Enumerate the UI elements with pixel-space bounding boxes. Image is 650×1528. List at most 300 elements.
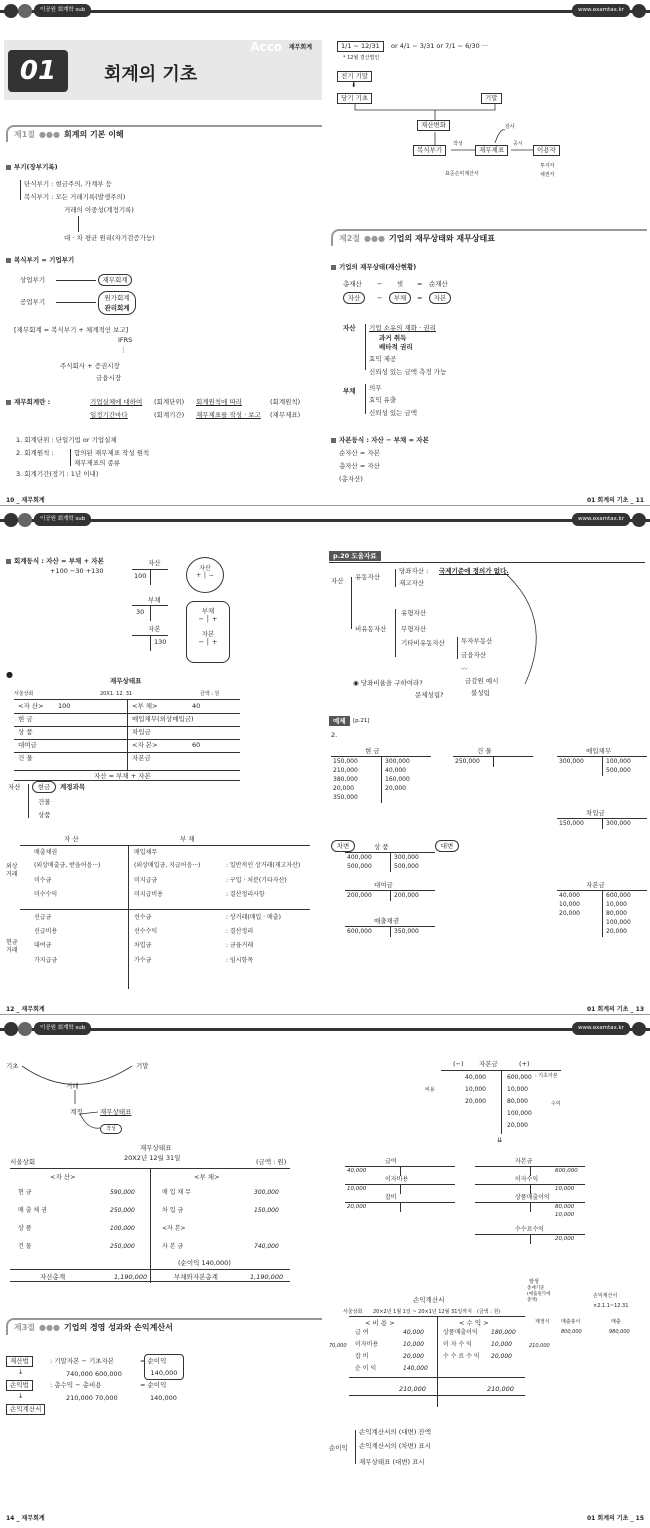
oval-jasan: 자산 xyxy=(343,292,365,304)
t-line xyxy=(390,852,391,872)
bs-cell-l: 매 출 채 권 xyxy=(18,1207,47,1214)
bs-tl: 자산총계 xyxy=(40,1273,66,1281)
is-cell-rv: 10,000 xyxy=(491,1341,512,1348)
divider xyxy=(349,1395,525,1396)
text-j5: 신뢰성 있는 금액 측정 가능 xyxy=(369,368,447,376)
bs-cell-r: <자 본> xyxy=(162,1225,186,1232)
is-side2: 210,000 xyxy=(529,1343,550,1349)
list-item-2a: 합의된 재무제표 작성 원칙 xyxy=(74,449,150,457)
oval-hyun: 현금 xyxy=(32,781,56,793)
list-asset: 가지급금 xyxy=(34,957,58,964)
page-13 xyxy=(325,509,650,1015)
t-left-value: 250,000 xyxy=(455,758,480,765)
text-eq: = xyxy=(417,294,423,302)
text-m2d: 140,000 xyxy=(150,1394,177,1402)
bs-table xyxy=(14,699,240,781)
text-gyejung: 계정 xyxy=(70,1108,83,1116)
ledger-right: 10,000 xyxy=(555,1186,575,1192)
bracket xyxy=(28,784,29,818)
bs-cell-rv: 60 xyxy=(192,741,201,749)
section-number: 제1절 xyxy=(14,130,36,139)
section-2-heading: 제2절 ●●● 기업의 재무상태와 재무상태표 xyxy=(331,229,647,246)
text-gita: 기타비유동자산 xyxy=(401,639,445,647)
t-buchae: 부채 xyxy=(148,596,161,604)
note-balsaeng: 발생 xyxy=(529,1279,539,1285)
t-left-value: 40,000 xyxy=(559,892,580,899)
squiggle-icon: 〰 xyxy=(461,665,468,673)
chapter-banner xyxy=(4,40,322,100)
top-bar xyxy=(325,1022,650,1035)
t-line xyxy=(150,635,151,651)
arrow-right-icon xyxy=(56,280,96,281)
t-left-value: 600,000 xyxy=(347,928,372,935)
logo-icon xyxy=(632,1022,646,1036)
header-url: www.examtax.kr xyxy=(572,513,630,526)
text-sangup: 상업부기 xyxy=(20,276,46,284)
box-jaemupyo: 재무제표 xyxy=(475,145,508,156)
row-divider xyxy=(14,713,240,714)
q-item: ◉ 당좌비율을 구하여라? xyxy=(353,679,423,687)
is-cell-l: 급 여 xyxy=(355,1329,369,1336)
text-b1: 의무 xyxy=(369,384,382,392)
chapter-title: 회계의 기초 xyxy=(104,64,198,85)
list-liab: 미지급비용 xyxy=(134,891,163,898)
bs-cell-rv: 740,000 xyxy=(254,1243,279,1250)
flow-arc xyxy=(0,1018,325,1138)
t-left-value: 380,000 xyxy=(333,776,358,783)
footer-left: 10 _ 재무회계 xyxy=(6,497,45,504)
header-url: www.examtax.kr xyxy=(572,4,630,17)
is-rh: < 수 익 > xyxy=(459,1319,489,1327)
bracket xyxy=(365,384,366,414)
box-buchae-jabon: 부채 − │ + 자본 − │ + xyxy=(186,601,230,663)
page-14 xyxy=(0,1018,325,1524)
ledger-left: 40,000 xyxy=(347,1168,367,1174)
t-line xyxy=(602,818,603,829)
text-muhyung: 무형자산 xyxy=(401,625,427,633)
logo-icon xyxy=(4,513,18,527)
text-r1d: (회계원칙) xyxy=(270,398,301,406)
list-note: : 구입 · 처분(기타자산) xyxy=(226,877,287,884)
t-right-value: 500,000 xyxy=(394,863,419,870)
list-asset: 선급비용 xyxy=(34,928,58,935)
ledger-name: 수수료수익 xyxy=(515,1226,544,1233)
t-line xyxy=(400,1166,401,1176)
cap-right-value: 80,000 xyxy=(507,1098,528,1105)
bs-cell-lv: 250,000 xyxy=(110,1207,135,1214)
row-divider xyxy=(14,739,240,740)
cap-right-value: 10,000 xyxy=(507,1086,528,1093)
divider xyxy=(349,1377,525,1378)
bs-cell-l: 대여금 xyxy=(18,741,37,749)
text-r1b: (회계단위) xyxy=(154,398,185,406)
bs-cell-l: 상 품 xyxy=(18,1225,32,1232)
t-right-value: 20,000 xyxy=(385,785,406,792)
ledger-name: 급여 xyxy=(385,1158,397,1165)
chevron-icon: ● xyxy=(6,670,13,679)
t-account-name: 대여금 xyxy=(374,881,393,889)
is-lh: < 비 용 > xyxy=(365,1319,395,1327)
list-note: : 상거래(매입 · 매출) xyxy=(226,914,281,921)
bs-cell-l: 상 품 xyxy=(18,728,33,736)
bs-cell-rv: 150,000 xyxy=(254,1207,279,1214)
bracket xyxy=(20,180,21,200)
t-line xyxy=(602,890,603,937)
bs-rh: <부 채> xyxy=(194,1173,220,1181)
label-jaksung: 작성 xyxy=(453,141,463,147)
list-liab: 미지급금 xyxy=(134,877,158,884)
note-gyejung: 계정식 xyxy=(535,1319,550,1325)
box-m1d: 140,000 xyxy=(144,1354,184,1380)
chapter-number: 01 xyxy=(8,50,68,92)
ledger-right: 20,000 xyxy=(555,1236,575,1242)
header-label: 이공원 회계학 sub xyxy=(34,513,91,526)
list-liab: 가수금 xyxy=(134,957,152,964)
t-account-name: 매출채권 xyxy=(374,917,400,925)
note-chaegwon: 채권자 xyxy=(540,172,555,178)
cap-left-value: 10,000 xyxy=(465,1086,486,1093)
box-junki: 전기 기말 xyxy=(337,71,372,82)
bs-cell-l: 현 금 xyxy=(18,715,33,723)
section-1-heading: 제1절 ●●● 회계의 기본 이해 xyxy=(6,125,322,142)
note-800: 800,000 xyxy=(561,1329,582,1335)
bs-cell-lv: 250,000 xyxy=(110,1243,135,1250)
t-line xyxy=(390,890,391,901)
text-j3: 배타적 권리 xyxy=(379,343,413,351)
t-right-value: 160,000 xyxy=(385,776,410,783)
tbl-h2: 부 채 xyxy=(180,835,195,843)
note-period: ×2.1.1~12.31 xyxy=(593,1303,629,1309)
list-note: : 결산정리 xyxy=(226,928,254,935)
section-3-heading: 제3절 ●●● 기업의 경영 성과와 손익계산서 xyxy=(6,1318,322,1335)
t-right-value: 350,000 xyxy=(394,928,419,935)
is-cell-lv: 10,000 xyxy=(403,1341,424,1348)
bullet-square-icon xyxy=(6,165,11,170)
double-arrow-icon: ⇊ xyxy=(497,1136,503,1144)
heading-bokbugi: 복식부기 = 기업부기 xyxy=(6,256,74,264)
arrow-down-icon: ↓ xyxy=(18,1368,24,1376)
is-cell-r: 이 자 수 익 xyxy=(443,1341,472,1348)
t-left-value: 210,000 xyxy=(333,767,358,774)
t-right-value: 20,000 xyxy=(606,928,627,935)
text-r2d: (재무제표) xyxy=(270,411,301,419)
t-account-name: 차입금 xyxy=(586,809,605,817)
text-jusik: 주식회사 + 증권시장 xyxy=(60,362,120,370)
is-unit: (금액 : 원) xyxy=(477,1309,501,1315)
bs-cell-l: 건 물 xyxy=(18,754,33,762)
footer-left: 12 _ 재무회계 xyxy=(6,1006,45,1013)
section-number: 제3절 xyxy=(14,1323,36,1332)
acc-gun: 건물 xyxy=(38,798,51,806)
text-dangja-note: 국제기준에 정의가 없다. xyxy=(439,567,509,575)
t-account-name: 매입채무 xyxy=(586,747,612,755)
flow-lines xyxy=(325,0,650,200)
heading-jaemu: 재무회계란 : xyxy=(6,398,50,406)
text-m1c: 740,000 600,000 xyxy=(66,1370,122,1378)
cap-plus: (+) xyxy=(519,1060,530,1068)
t-line xyxy=(493,756,494,767)
bs-title: 재무상태표 xyxy=(110,677,142,685)
list-note: : 임시항목 xyxy=(226,957,254,964)
bs-date: 20X1. 12. 31 xyxy=(100,691,133,697)
t-line xyxy=(530,1202,531,1212)
tag-p20: p.20 도움자료 xyxy=(329,551,381,561)
is-cell-l: 잡 비 xyxy=(355,1353,369,1360)
box-iyongja: 이용자 xyxy=(533,145,560,156)
is-tot2: 210,000 xyxy=(487,1385,514,1393)
text-minus: − xyxy=(377,294,383,302)
list-item-3: 3. 회계기간(정기 : 1년 이내) xyxy=(16,470,99,478)
bs-cell-l: <자 산> xyxy=(18,702,44,710)
divider xyxy=(14,770,240,771)
label-jasan: 자산 xyxy=(343,324,356,332)
cap-note1: : 기초자본 xyxy=(535,1073,558,1079)
text-bok: 복식부기 : 모든 거래기록(발생주의) xyxy=(24,193,126,201)
footer-right: 01 회계의 기초 _ 13 xyxy=(586,1006,644,1013)
cap-minus: (−) xyxy=(453,1060,464,1068)
text-j4: 효익 제공 xyxy=(369,355,397,363)
period-note: * 12월 결산법인 xyxy=(343,55,380,61)
divider xyxy=(20,845,310,846)
text-r1a: 기업실체에 대하여 xyxy=(90,398,143,406)
bullet-square-icon xyxy=(331,265,336,270)
oval-jabon: 자본 xyxy=(429,292,451,304)
list-asset: 매출채권 xyxy=(34,849,58,856)
text-yuhyung: 유형자산 xyxy=(401,609,427,617)
bs-cell-lv: 100 xyxy=(58,702,71,710)
cap-right-value: 600,000 xyxy=(507,1074,532,1081)
tbl-h1: 자 산 xyxy=(64,835,79,843)
list-note: : 금융거래 xyxy=(226,942,254,949)
row-divider xyxy=(14,752,240,753)
is-cell-r: 상품매출이익 xyxy=(443,1329,478,1336)
section-title: 회계의 기본 이해 xyxy=(63,130,124,139)
t-jasan: 자산 xyxy=(148,559,161,567)
t-left-value: 150,000 xyxy=(559,820,584,827)
t-left-value: 20,000 xyxy=(559,910,580,917)
label-oesang: 외상 거래 xyxy=(6,863,18,878)
t-right-value: 40,000 xyxy=(385,767,406,774)
is-cell-rv: 20,000 xyxy=(491,1353,512,1360)
bs-cell-rv: 40 xyxy=(192,702,201,710)
cap-right-value: 100,000 xyxy=(507,1110,532,1117)
header-label: 이공원 회계학 sub xyxy=(34,4,91,17)
t-account-name: 현 금 xyxy=(365,747,380,755)
t-jabon: 자본 xyxy=(148,625,161,633)
box-m1: 재산법 xyxy=(6,1356,33,1367)
text-yeje-p: [p.21] xyxy=(353,718,370,724)
acc-jasan: 자산 xyxy=(8,783,21,791)
bs-cell-l: 건 물 xyxy=(18,1243,32,1250)
oval-buchae: 부채 xyxy=(389,292,411,304)
label-hyungum: 현금 거래 xyxy=(6,939,18,954)
is-tot: 210,000 xyxy=(399,1385,426,1393)
top-bar xyxy=(0,4,325,17)
bs-ni: (순이익 140,000) xyxy=(178,1259,231,1267)
t-account-name: 상 품 xyxy=(374,843,389,851)
ledger-name: 상품매출이익 xyxy=(515,1194,550,1201)
list-asset: 대여금 xyxy=(34,942,52,949)
t-line xyxy=(400,1202,401,1212)
page-10 xyxy=(0,0,325,506)
bs-cell-lv: 590,000 xyxy=(110,1189,135,1196)
is-title: 손익계산서 xyxy=(413,1296,445,1304)
list-liab: 선수금 xyxy=(134,914,152,921)
text-gorae: 거래 xyxy=(66,1082,79,1090)
text-m1b: = 순이익 xyxy=(140,1357,167,1365)
note-cost: 총매기준 (매출원가에 총액) xyxy=(527,1286,551,1303)
t-130: 130 xyxy=(154,638,167,646)
text-geumyung: 금융자산 xyxy=(461,651,487,659)
logo-icon xyxy=(18,513,32,527)
t-line xyxy=(530,1184,531,1194)
text-dacha: 대 · 차 평균 원리(자기검증가능) xyxy=(64,234,155,242)
page-12 xyxy=(0,509,325,1015)
note-son: 손익계산서 xyxy=(593,1293,618,1299)
text-s2: 손익계산서의 (차변) 표시 xyxy=(359,1442,431,1450)
note-pyojun: 표준손익계산서 xyxy=(445,171,479,177)
text-r2b: (회계기간) xyxy=(154,411,185,419)
list-item-2: 2. 회계원칙 : xyxy=(16,449,54,457)
spread-2 xyxy=(0,509,650,1015)
bs-tr: 부채와자본총계 xyxy=(174,1273,218,1281)
text-m2c: 210,000 70,000 xyxy=(66,1394,118,1402)
text-dan: 단식부기 : 현금주의, 가계부 등 xyxy=(24,180,112,188)
text-r1c: 회계원칙에 따라 xyxy=(196,398,243,406)
box-m3: 손익계산서 xyxy=(6,1404,45,1415)
cap-right-value: 20,000 xyxy=(507,1122,528,1129)
text-j1: 기업 소유의 재화 · 권리 xyxy=(369,324,436,332)
text-sonik: 순이익 xyxy=(329,1444,348,1452)
box-gimal: 기말 xyxy=(481,93,502,104)
t-left-value: 350,000 xyxy=(333,794,358,801)
text-s1: 손익계산서의 (대변) 잔액 xyxy=(359,1428,431,1436)
t-right-value: 200,000 xyxy=(394,892,419,899)
text-sun: 순재산 xyxy=(429,280,448,288)
is-cell-lv: 140,000 xyxy=(403,1365,428,1372)
label-buchae: 부채 xyxy=(343,387,356,395)
list-asset: 선급금 xyxy=(34,914,52,921)
bs-cell-r: 차 입 금 xyxy=(162,1207,184,1214)
is-cell-lv: 40,000 xyxy=(403,1329,424,1336)
bs-unit: 금액 : 원 xyxy=(200,691,220,697)
logo-icon xyxy=(4,4,18,18)
text-gongup: 공업부기 xyxy=(20,298,46,306)
is-cell-lv: 20,000 xyxy=(403,1353,424,1360)
period-or: or 4/1 ~ 3/31 or 7/1 ~ 6/30 ··· xyxy=(391,42,489,50)
t-line xyxy=(390,926,391,937)
text-b3: 신뢰성 있는 금액 xyxy=(369,409,418,417)
bs-unit: (금액 : 원) xyxy=(256,1158,287,1166)
text-geumyung: 금융시장 xyxy=(96,374,122,382)
page-11 xyxy=(325,0,650,506)
text-dots: ⋮ xyxy=(120,346,127,354)
bs-lh: <자 산> xyxy=(50,1173,76,1181)
ledger-right: 80,000 10,000 xyxy=(555,1204,575,1218)
list-asset: 미수금 xyxy=(34,877,52,884)
header-url: www.examtax.kr xyxy=(572,1022,630,1035)
footer-left: 14 _ 재무회계 xyxy=(6,1515,45,1522)
bs-trv: 1,190,000 xyxy=(250,1273,284,1281)
t-line xyxy=(501,1070,502,1134)
text-b2: 효익 유출 xyxy=(369,396,397,404)
footer-right: 01 회계의 기초 _ 15 xyxy=(586,1515,644,1522)
list-liab: 차입금 xyxy=(134,942,152,949)
text-ifrs: IFRS xyxy=(118,336,133,344)
is-date: 20×2년 1월 1일 ~ 20×1년 12월 31일까지 xyxy=(373,1309,472,1315)
text-ans1: 금감원 예시 xyxy=(465,677,499,685)
t-right-value: 10,000 xyxy=(606,901,627,908)
ledger-name: 이자수익 xyxy=(515,1176,539,1183)
t-right-value: 600,000 xyxy=(606,892,631,899)
list-note: : 결산정리사항 xyxy=(226,891,265,898)
bullet-square-icon xyxy=(6,258,11,263)
text-jb2: 총자산 = 자산 xyxy=(339,462,380,470)
period-box: 1/1 ~ 12/31 xyxy=(337,41,384,52)
text-m2a: : 총수익 − 총비용 xyxy=(50,1381,102,1389)
note-tuja: 투자자 xyxy=(540,163,555,169)
list-item-2b: 재무제표의 종류 xyxy=(74,459,121,467)
top-bar xyxy=(0,513,325,526)
is-cell-l: 순 이 익 xyxy=(355,1365,377,1372)
note-maechul2: 매출 xyxy=(611,1319,621,1325)
t-right-value: 300,000 xyxy=(606,820,631,827)
bracket xyxy=(355,1430,356,1464)
t-left-value: 20,000 xyxy=(333,785,354,792)
cap-note2: 비용 xyxy=(425,1087,435,1093)
chapter-bg-text: Acco xyxy=(250,40,282,54)
text-yudong: 유동자산 xyxy=(355,573,381,581)
box-m2: 손익법 xyxy=(6,1380,33,1391)
t-right-value: 500,000 xyxy=(606,767,631,774)
arrow-right-icon xyxy=(56,302,96,303)
bs-title: 재무상태표 xyxy=(140,1144,172,1152)
is-cell-r: 수 수 료 수 익 xyxy=(443,1353,480,1360)
ledger-left: 20,000 xyxy=(347,1204,367,1210)
arrow-down-icon: ⬇ xyxy=(351,81,357,89)
t-left-value: 200,000 xyxy=(347,892,372,899)
box-bokbugi: 복식부기 xyxy=(413,145,446,156)
heading-bugi: 부기(장부기록) xyxy=(6,163,58,171)
bs-tlv: 1,190,000 xyxy=(114,1273,148,1281)
text-ans2: 불성립 xyxy=(471,689,490,697)
is-cell-rv: 180,000 xyxy=(491,1329,516,1336)
text-ijung: 거래의 이중성(계정기록) xyxy=(64,206,134,214)
list-asset: 미수수익 xyxy=(34,891,58,898)
list-note: : 일반적인 상거래(재고자산) xyxy=(226,862,301,869)
ledger-name: 자본금 xyxy=(515,1158,533,1165)
ledger-name: 이자비용 xyxy=(385,1176,409,1183)
oval-chabyun: 차변 xyxy=(331,840,355,852)
text-r2c: 재무제표를 작성 · 보고 xyxy=(196,411,261,419)
text-jaego: 재고자산 xyxy=(399,579,425,587)
divider xyxy=(20,909,310,910)
text-eq: = xyxy=(417,280,423,288)
bs-cell-r: 매 입 채 무 xyxy=(162,1189,191,1196)
text-jaemusang: 재무상태표 xyxy=(100,1108,132,1116)
text-jb1: 순자산 = 자본 xyxy=(339,449,380,457)
text-yeje-n: 2. xyxy=(331,731,338,739)
bullet-icon: ◉ xyxy=(353,679,361,687)
divider xyxy=(127,700,128,770)
text-ja: 자산 xyxy=(331,577,344,585)
t-right-value: 100,000 xyxy=(606,919,631,926)
logo-icon xyxy=(18,4,32,18)
label-gamsa: 감사 xyxy=(505,124,515,130)
list-liab: (외상매입금, 지급어음···) xyxy=(134,862,201,869)
box-jaesan-byunhwa: 재산변화 xyxy=(417,120,450,131)
bs-cell-r: 매입채무(외상매입금) xyxy=(132,715,194,723)
